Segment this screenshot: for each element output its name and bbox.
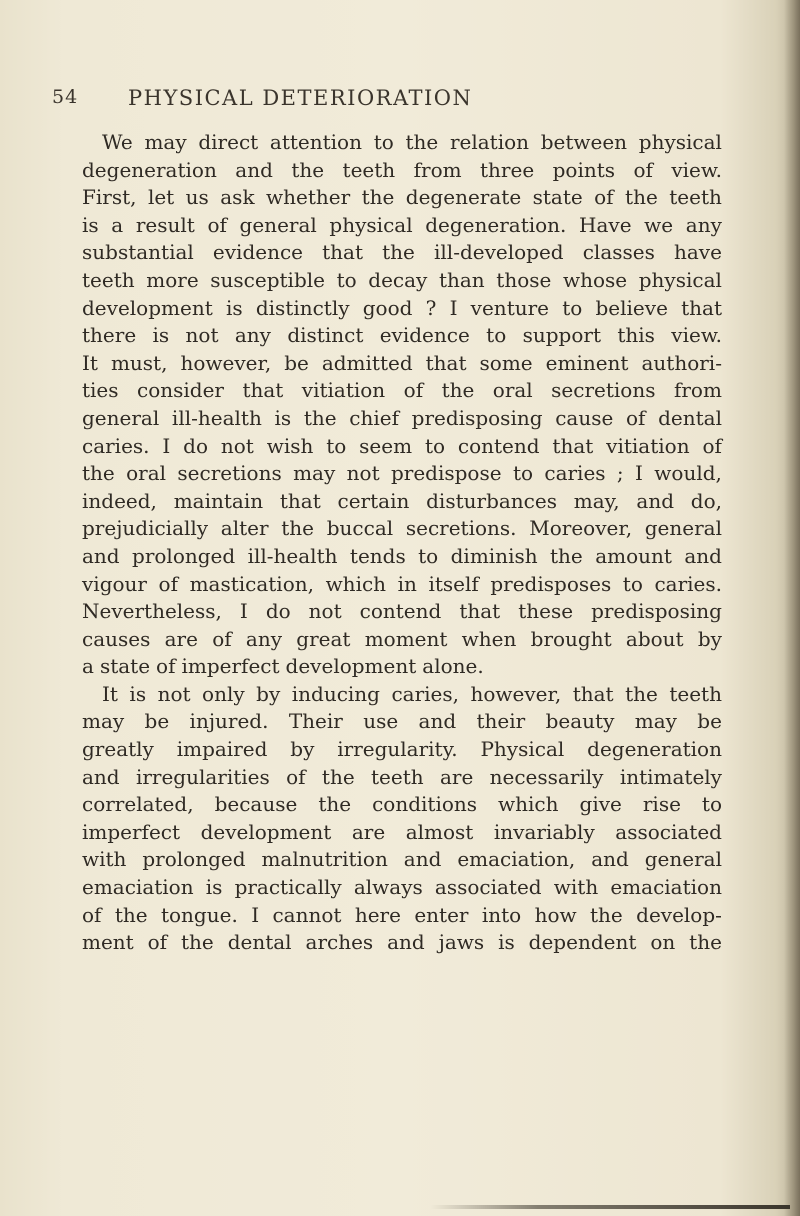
text-line: general ill-health is the chief predisposing cause of dental <box>82 405 722 430</box>
text-line: degeneration and the teeth from three points of view. <box>82 157 722 182</box>
text-line: caries. I do not wish to seem to contend that vitiation of <box>82 433 722 458</box>
text-line: emaciation is practically always associated with emaciation <box>82 875 722 900</box>
text-line: First, let us ask whether the degenerate state of the teeth <box>82 185 722 210</box>
text-line: the oral secretions may not predispose to caries ; I would, <box>82 461 722 486</box>
text-line: indeed, maintain that certain disturbances may, and do, <box>82 488 722 513</box>
page-edge-shadow <box>784 0 800 1216</box>
bottom-page-edge <box>430 1205 790 1209</box>
text-line: It must, however, be admitted that some eminent authori- <box>82 350 722 375</box>
text-line: greatly impaired by irregularity. Physical degeneration <box>82 737 722 762</box>
running-head <box>0 86 800 116</box>
text-line: imperfect development are almost invariably associated <box>82 819 722 844</box>
text-line: and irregularities of the teeth are necessarily intimately <box>82 764 722 789</box>
text-line: Nevertheless, I do not contend that these predisposing <box>82 599 722 624</box>
text-line: may be injured. Their use and their beauty may be <box>82 709 722 734</box>
body-text <box>82 129 722 957</box>
text-line: substantial evidence that the ill-developed classes have <box>82 240 722 265</box>
text-line: and prolonged ill-health tends to diminish the amount and <box>82 543 722 568</box>
text-line: We may direct attention to the relation between physical <box>102 130 722 154</box>
running-title: PHYSICAL DETERIORATION <box>128 86 473 110</box>
page-number: 54 <box>52 86 79 108</box>
text-line: there is not any distinct evidence to support this view. <box>82 323 722 348</box>
text-line: vigour of mastication, which in itself predisposes to caries. <box>82 571 722 596</box>
text-line: with prolonged malnutrition and emaciation, and general <box>82 847 722 872</box>
text-line: development is distinctly good ? I venture to believe that <box>82 295 722 320</box>
text-line: teeth more susceptible to decay than those whose physical <box>82 267 722 292</box>
text-line: is a result of general physical degeneration. Have we any <box>82 212 722 237</box>
text-line: prejudicially alter the buccal secretions. Moreover, general <box>82 516 722 541</box>
text-line: ties consider that vitiation of the oral secretions from <box>82 378 722 403</box>
text-line: correlated, because the conditions which give rise to <box>82 792 722 817</box>
text-line: ment of the dental arches and jaws is dependent on the <box>82 930 722 955</box>
text-line: It is not only by inducing caries, however, that the teeth <box>102 681 722 706</box>
text-line: a state of imperfect development alone. <box>82 654 484 679</box>
text-line: causes are of any great moment when brought about by <box>82 626 722 651</box>
text-line: of the tongue. I cannot here enter into how the develop- <box>82 902 722 927</box>
